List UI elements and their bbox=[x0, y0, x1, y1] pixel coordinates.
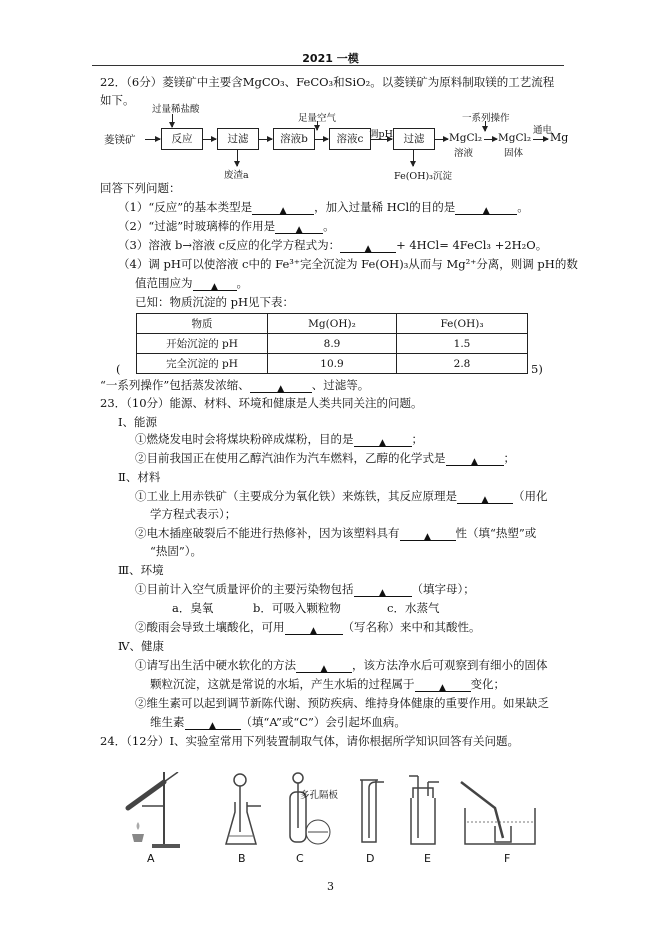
ph-table-cell: 8.9 bbox=[268, 334, 397, 354]
flow-acid-arrow bbox=[172, 114, 173, 127]
flow-raw: 菱镁矿 bbox=[104, 134, 136, 146]
flow-air-arrow bbox=[317, 121, 318, 130]
flow-air-label: 足量空气 bbox=[298, 113, 337, 124]
apparatus-label-d: D bbox=[366, 852, 375, 865]
q23-blank-iv1[interactable]: ▲ bbox=[296, 659, 352, 673]
apparatus-label-a: A bbox=[147, 852, 155, 865]
q24-title: 24．（12分）Ⅰ、实验室常用下列装置制取气体，请你根据所学知识回答有关问题。 bbox=[100, 734, 520, 748]
q22-blank-1a[interactable]: ▲ bbox=[252, 201, 314, 215]
flow-step-solution-c: 溶液c bbox=[329, 128, 371, 150]
flow-arrow-2 bbox=[202, 139, 216, 140]
q23-blank-i1[interactable]: ▲ bbox=[354, 433, 412, 447]
q22-intro-2: 如下。 bbox=[100, 93, 135, 107]
ph-table-header-cell: 物质 bbox=[137, 314, 268, 334]
apparatus-label-f: F bbox=[504, 852, 511, 865]
q22-sub5-close: 5) bbox=[531, 362, 543, 376]
ph-table-cell: 完全沉淀的 pH bbox=[137, 354, 268, 374]
flow-step-solution-b: 溶液b bbox=[273, 128, 315, 150]
q22-sub4-line2: 值范围应为 ▲ 。 bbox=[135, 276, 248, 292]
q23-blank-ii1[interactable]: ▲ bbox=[457, 490, 513, 504]
flow-step-filter-2: 过滤 bbox=[393, 128, 435, 150]
apparatus-c-plate-label: 多孔隔板 bbox=[300, 790, 339, 801]
flow-arrow-5 bbox=[370, 139, 392, 140]
q23-iii2: ②酸雨会导致土壤酸化，可用 ▲ （写名称）来中和其酸性。 bbox=[135, 620, 481, 636]
q23-option-c: c．水蒸气 bbox=[387, 601, 440, 615]
flow-arrow-8 bbox=[533, 139, 548, 140]
flow-ph-label: 调pH bbox=[369, 129, 393, 140]
q23-blank-iv2[interactable]: ▲ bbox=[185, 716, 241, 730]
flow-mgcl2-solid: MgCl₂ bbox=[498, 132, 532, 144]
page-header: 2021 一模 bbox=[302, 52, 359, 65]
flow-arrow-6 bbox=[434, 139, 448, 140]
q22-blank-1b[interactable]: ▲ bbox=[455, 201, 517, 215]
ph-table-header bbox=[137, 314, 528, 334]
ph-table-row bbox=[137, 354, 528, 374]
ph-table-cell: 10.9 bbox=[268, 354, 397, 374]
q23-iii1: ①目前计入空气质量评价的主要污染物包括 ▲ （填字母）； bbox=[135, 582, 475, 598]
q23-sec-health: Ⅳ、健康 bbox=[118, 639, 164, 653]
q22-sub3: （3）溶液 b→溶液 c反应的化学方程式为： ▲ + 4HCl= 4FeCl₃ +2H₂O。 bbox=[118, 238, 548, 254]
flow-waste: 废渣a bbox=[224, 170, 249, 181]
flow-elec-label: 通电 bbox=[533, 125, 553, 136]
q22-blank-4[interactable]: ▲ bbox=[193, 277, 237, 291]
q23-title: 23．（10分）能源、材料、环境和健康是人类共同关注的问题。 bbox=[100, 396, 423, 410]
q23-i2: ②目前我国正在使用乙醇汽油作为汽车燃料，乙醇的化学式是 ▲ ； bbox=[135, 451, 515, 467]
q22-known: 已知：物质沉淀的 pH见下表： bbox=[135, 295, 295, 309]
page-number: 3 bbox=[327, 880, 334, 893]
apparatus-c-icon bbox=[278, 772, 354, 850]
apparatus-e-icon bbox=[405, 772, 441, 850]
flow-arrow-4 bbox=[314, 139, 328, 140]
q23-ii1-cont: 学方程式表示）； bbox=[150, 507, 237, 521]
apparatus-a-icon bbox=[122, 772, 182, 850]
flow-mg: Mg bbox=[550, 131, 569, 144]
q23-ii1: ①工业上用赤铁矿（主要成分为氧化铁）来炼铁，其反应原理是 ▲ （用化 bbox=[135, 489, 548, 505]
flow-step-react: 反应 bbox=[161, 128, 203, 150]
flow-mgcl2-solid-sub: 固体 bbox=[504, 148, 524, 159]
apparatus-d-icon bbox=[358, 772, 388, 850]
q23-sec-energy: Ⅰ、能源 bbox=[118, 415, 158, 429]
q23-blank-i2[interactable]: ▲ bbox=[446, 452, 504, 466]
q23-blank-iv1b[interactable]: ▲ bbox=[415, 678, 471, 692]
ph-table-header-cell: Fe(OH)₃ bbox=[397, 314, 528, 334]
q23-sec-environment: Ⅲ、环境 bbox=[118, 563, 164, 577]
q22-answer-prompt: 回答下列问题： bbox=[100, 181, 181, 195]
q23-ii2-cont: “热固”）。 bbox=[150, 544, 203, 558]
flow-acid-label: 过量稀盐酸 bbox=[152, 104, 200, 115]
q23-blank-iii2[interactable]: ▲ bbox=[285, 621, 343, 635]
flow-waste-arrow bbox=[237, 149, 238, 166]
q22-blank-3[interactable]: ▲ bbox=[340, 239, 396, 253]
flow-ops-arrow bbox=[485, 121, 486, 131]
flow-precip-arrow bbox=[413, 149, 414, 166]
apparatus-label-e: E bbox=[424, 852, 431, 865]
q23-iv1-cont: 颗粒沉淀，这就是常说的水垢，产生水垢的过程属于 ▲ 变化； bbox=[150, 677, 505, 693]
q23-option-a: a．臭氧 bbox=[172, 601, 214, 615]
q23-option-b: b．可吸入颗粒物 bbox=[253, 601, 341, 615]
q22-sub1: （1）“反应”的基本类型是 ▲ ，加入过量稀 HCl的目的是 ▲ 。 bbox=[118, 200, 529, 216]
ph-table-cell: 开始沉淀的 pH bbox=[137, 334, 268, 354]
q23-blank-iii1[interactable]: ▲ bbox=[354, 583, 412, 597]
flow-arrow-1 bbox=[145, 139, 160, 140]
q23-iv2-cont: 维生素 ▲ （填“A”或“C”）会引起坏血病。 bbox=[150, 715, 406, 731]
q23-i1: ①燃烧发电时会将煤块粉碎成煤粉，目的是 ▲ ； bbox=[135, 432, 423, 448]
q23-sec-materials: Ⅱ、材料 bbox=[118, 470, 161, 484]
q22-sub2: （2）“过滤”时玻璃棒的作用是 ▲ 。 bbox=[118, 219, 335, 235]
flow-precip: Fe(OH)₃沉淀 bbox=[394, 171, 452, 182]
q22-sub4-line1: （4）调 pH可以使溶液 c中的 Fe³⁺完全沉淀为 Fe(OH)₃从而与 Mg²⁺分离，则调 pH的数 bbox=[118, 257, 578, 271]
ph-table-cell: 2.8 bbox=[397, 354, 528, 374]
q23-blank-ii2[interactable]: ▲ bbox=[400, 527, 456, 541]
apparatus-label-b: B bbox=[238, 852, 246, 865]
q22-blank-2[interactable]: ▲ bbox=[275, 220, 323, 234]
ph-table-row bbox=[137, 334, 528, 354]
ph-table-cell: 1.5 bbox=[397, 334, 528, 354]
flow-ops-label: 一系列操作 bbox=[462, 113, 510, 124]
q23-iv1: ①请写出生活中硬水软化的方法 ▲ ，该方法净水后可观察到有细小的固体 bbox=[135, 658, 548, 674]
q22-intro-1: 22．（6分）菱镁矿中主要含MgCO₃、FeCO₃和SiO₂。以菱镁矿为原料制取镁的工艺流程 bbox=[100, 75, 555, 89]
apparatus-label-c: C bbox=[296, 852, 304, 865]
flow-mgcl2-solution: MgCl₂ bbox=[449, 132, 483, 144]
flow-arrow-3 bbox=[258, 139, 272, 140]
ph-table bbox=[136, 313, 528, 374]
q22-blank-5[interactable]: ▲ bbox=[250, 379, 312, 393]
header-rule bbox=[92, 65, 564, 66]
ph-table-header-cell: Mg(OH)₂ bbox=[268, 314, 397, 334]
q23-iv2: ②维生素可以起到调节新陈代谢、预防疾病、维持身体健康的重要作用。如果缺乏 bbox=[135, 696, 549, 710]
apparatus-f-icon bbox=[455, 772, 541, 850]
q23-ii2: ②电木插座破裂后不能进行热修补，因为该塑料具有 ▲ 性（填“热塑”或 bbox=[135, 526, 537, 542]
flow-arrow-7 bbox=[484, 139, 497, 140]
apparatus-b-icon bbox=[223, 772, 263, 850]
flow-step-filter-1: 过滤 bbox=[217, 128, 259, 150]
q22-sub5: “一系列操作”包括蒸发浓缩、 ▲ 、过滤等。 bbox=[100, 378, 370, 394]
flow-mgcl2-solution-sub: 溶液 bbox=[454, 148, 474, 159]
q22-sub5-open: ( bbox=[116, 362, 121, 376]
